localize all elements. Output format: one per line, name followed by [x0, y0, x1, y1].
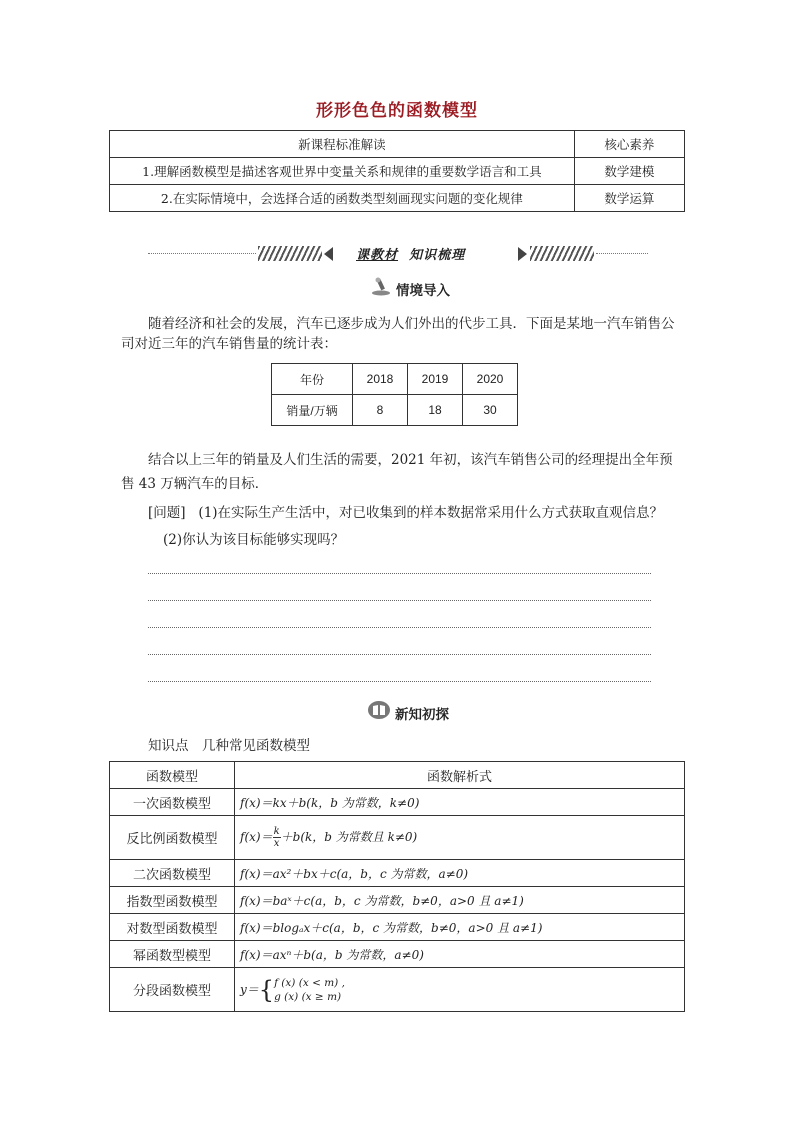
model-formula: f(x)＝ax²＋bx＋c(a，b，c 为常数，a≠0) [235, 860, 685, 887]
section-banner [148, 243, 648, 265]
model-name: 一次函数模型 [110, 789, 235, 816]
model-name: 指数型函数模型 [110, 887, 235, 914]
arrow-right-icon [518, 247, 527, 261]
case-line: f (x) (x < m) , [274, 976, 345, 989]
goal-paragraph: 结合以上三年的销量及人们生活的需要，2021 年初，该汽车销售公司的经理提出全年预售 43 万辆汽车的目标． [121, 452, 673, 492]
table-header-row [110, 131, 685, 158]
model-formula: f(x)＝kx＋b(k，b 为常数，k≠0) [235, 789, 685, 816]
fraction-numerator: k [273, 826, 280, 837]
model-formula: f(x)＝blogₐx＋c(a，b，c 为常数，b≠0，a>0 且 a≠1) [235, 914, 685, 941]
sales-table [271, 363, 518, 426]
fraction-denominator: x [273, 838, 280, 849]
section-heading: 新知初探 [395, 707, 449, 723]
table-header-cell: 函数模型 [110, 762, 235, 789]
table-cell: 数学运算 [574, 185, 684, 212]
model-formula: f(x)＝baˣ＋c(a，b，c 为常数，b≠0，a>0 且 a≠1) [235, 887, 685, 914]
formula-prefix: f(x)＝ [240, 830, 273, 844]
table-cell: 销量/万辆 [272, 395, 353, 426]
table-header-cell: 2020 [463, 364, 518, 395]
answer-line[interactable] [148, 681, 651, 682]
piecewise-cases [274, 976, 345, 1004]
microscope-icon [370, 276, 392, 296]
table-cell: 数学建模 [574, 158, 684, 185]
question-1 [148, 503, 688, 523]
table-row [272, 364, 518, 395]
knowledge-point: 知识点 几种常见函数模型 [148, 738, 310, 754]
model-name: 幂函数型模型 [110, 941, 235, 968]
divider [596, 253, 648, 254]
brace-glyph: { [258, 975, 275, 1004]
question-text: (1)在实际生产生活中，对已收集到的样本数据常采用什么方式获取直观信息？ [198, 505, 664, 521]
table-header-cell: 函数解析式 [235, 762, 685, 789]
formula-prefix: y＝ [240, 982, 259, 996]
table-header-cell: 2018 [353, 364, 408, 395]
model-formula [235, 968, 685, 1012]
banner-subtitle: 知识梳理 [409, 248, 466, 263]
table-header-cell: 核心素养 [574, 131, 684, 158]
standards-table [109, 130, 685, 212]
table-row [110, 185, 685, 212]
arrow-left-icon [324, 247, 333, 261]
model-name: 分段函数模型 [110, 968, 235, 1012]
table-row [110, 816, 685, 860]
table-row [110, 887, 685, 914]
model-name: 二次函数模型 [110, 860, 235, 887]
question-tag: [问题] [148, 505, 186, 521]
answer-line[interactable] [148, 627, 651, 628]
formula-suffix: ＋b(k，b 为常数且 k≠0) [280, 830, 418, 844]
stripe-decoration [530, 246, 594, 261]
banner-label: 课教材 [356, 248, 399, 263]
table-header-row [110, 762, 685, 789]
function-models-table [109, 761, 685, 1012]
section-heading: 情境导入 [396, 283, 450, 299]
model-name: 对数型函数模型 [110, 914, 235, 941]
case-line: g (x) (x ≥ m) [274, 990, 342, 1003]
answer-line[interactable] [148, 654, 651, 655]
table-row [272, 395, 518, 426]
table-cell: 30 [463, 395, 518, 426]
answer-line[interactable] [148, 573, 651, 574]
table-row [110, 941, 685, 968]
fraction [273, 826, 281, 849]
table-row [110, 968, 685, 1012]
table-cell: 8 [353, 395, 408, 426]
divider [148, 253, 256, 254]
table-row [110, 860, 685, 887]
table-row [110, 914, 685, 941]
model-name: 反比例函数模型 [110, 816, 235, 860]
intro-paragraph: 随着经济和社会的发展，汽车已逐步成为人们外出的代步工具．下面是某地一汽车销售公司对近三年的汽车销售量的统计表： [121, 316, 675, 352]
stripe-decoration [258, 246, 322, 261]
answer-line[interactable] [148, 600, 651, 601]
table-cell: 1.理解函数模型是描述客观世界中变量关系和规律的重要数学语言和工具 [110, 158, 575, 185]
table-header-cell: 年份 [272, 364, 353, 395]
table-row [110, 789, 685, 816]
question-2: (2)你认为该目标能够实现吗？ [163, 532, 345, 548]
table-header-cell: 2019 [408, 364, 463, 395]
book-icon [367, 700, 389, 720]
page-title: 形形色色的函数模型 [316, 101, 478, 121]
banner-title [356, 244, 465, 263]
table-header-cell: 新课程标准解读 [110, 131, 575, 158]
table-cell: 2.在实际情境中，会选择合适的函数类型刻画现实问题的变化规律 [110, 185, 575, 212]
model-formula [235, 816, 685, 860]
table-row [110, 158, 685, 185]
model-formula: f(x)＝axⁿ＋b(a，b 为常数，a≠0) [235, 941, 685, 968]
table-cell: 18 [408, 395, 463, 426]
